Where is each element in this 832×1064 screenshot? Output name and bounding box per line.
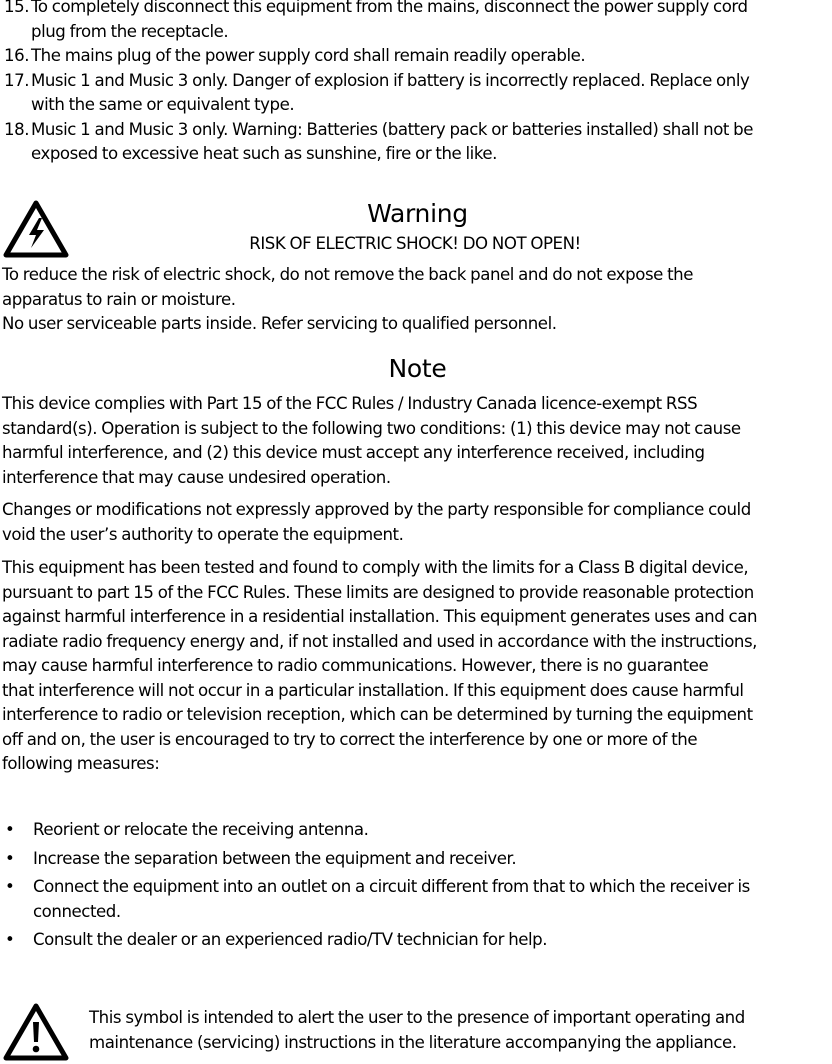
item-number: 16. (4, 46, 30, 65)
text-line: void the user’s authority to operate the equipment. (2, 524, 404, 544)
caution-exclamation-icon (3, 1003, 69, 1061)
item-line: Music 1 and Music 3 only. Danger of explosion if battery is incorrectly replaced. Replace only (31, 70, 750, 90)
warning-subtitle: RISK OF ELECTRIC SHOCK! DO NOT OPEN! (249, 234, 581, 253)
list-item (4, 0, 830, 44)
text-line: Connect the equipment into an outlet on a circuit different from that to which the receiver is (33, 877, 750, 896)
item-line: To completely disconnect this equipment from the mains, disconnect the power supply cord (31, 0, 748, 16)
text-line: that interference will not occur in a particular installation. If this equipment does cause harmful (2, 680, 744, 700)
list-item (2, 818, 830, 843)
bullet: • (5, 930, 15, 949)
text-line: pursuant to part 15 of the FCC Rules. These limits are designed to provide reasonable protection (2, 582, 754, 602)
text-line: Changes or modifications not expressly approved by the party responsible for compliance could (2, 500, 751, 519)
text-line: standard(s). Operation is subject to the following two conditions: (1) this device may not cause (2, 418, 741, 438)
measures-list (2, 818, 830, 957)
list-item (2, 875, 830, 924)
note-paragraph (2, 498, 830, 547)
note-paragraph (2, 556, 830, 777)
text-line: maintenance (servicing) instructions in the literature accompanying the appliance. (89, 1032, 737, 1052)
text-line: This symbol is intended to alert the user to the presence of important operating and (89, 1008, 745, 1027)
text-line: against harmful interference in a residential installation. This equipment generates uses and can (2, 607, 758, 626)
list-item (4, 44, 830, 69)
item-line: with the same or equivalent type. (31, 95, 295, 114)
text-line: This equipment has been tested and found to comply with the limits for a Class B digital device, (2, 558, 749, 577)
item-line: The mains plug of the power supply cord shall remain readily operable. (31, 46, 586, 65)
text-line: interference that may cause undesired operation. (2, 467, 391, 487)
text-line: following measures: (2, 754, 160, 773)
item-line: Music 1 and Music 3 only. Warning: Batteries (battery pack or batteries installed) shall not be (31, 119, 754, 139)
bullet: • (5, 820, 15, 839)
bullet: • (5, 877, 15, 896)
item-number: 18. (4, 119, 30, 139)
text-line: interference to radio or television reception, which can be determined by turning the equipment (2, 705, 753, 724)
item-number: 15. (4, 0, 30, 16)
caution-text (89, 1006, 829, 1055)
bullet: • (5, 848, 15, 868)
warning-text (2, 263, 830, 337)
text-line: No user serviceable parts inside. Refer servicing to qualified personnel. (2, 314, 557, 333)
text-line: harmful interference, and (2) this device must accept any interference received, including (2, 443, 705, 462)
item-line: plug from the receptacle. (31, 21, 229, 41)
text-line: radiate radio frequency energy and, if not installed and used in accordance with the instructions, (2, 631, 758, 651)
text-line: To reduce the risk of electric shock, do not remove the back panel and do not expose the (2, 265, 694, 284)
list-item (2, 928, 830, 953)
text-line: Reorient or relocate the receiving antenna. (33, 820, 369, 839)
item-number: 17. (4, 70, 30, 90)
text-line: off and on, the user is encouraged to try to correct the interference by one or more of the (2, 729, 698, 749)
text-line: apparatus to rain or moisture. (2, 289, 236, 309)
text-line: may cause harmful interference to radio communications. However, there is no guarantee (2, 656, 709, 675)
electric-shock-warning-icon (3, 200, 69, 258)
caution-notice (0, 998, 832, 1064)
text-line: This device complies with Part 15 of the FCC Rules / Industry Canada licence-exempt RSS (2, 394, 698, 413)
warning-header (0, 196, 832, 268)
text-line: connected. (33, 901, 121, 921)
note-paragraph (2, 392, 830, 490)
list-item (4, 69, 830, 118)
text-line: Consult the dealer or an experienced radio/TV technician for help. (33, 930, 548, 949)
warning-title: Warning (367, 199, 468, 228)
text-line: Increase the separation between the equipment and receiver. (33, 848, 517, 868)
list-item (4, 118, 830, 167)
list-item (2, 847, 830, 872)
note-title: Note (388, 354, 447, 383)
item-line: exposed to excessive heat such as sunshine, fire or the like. (31, 144, 497, 163)
numbered-safety-list (4, 0, 830, 167)
